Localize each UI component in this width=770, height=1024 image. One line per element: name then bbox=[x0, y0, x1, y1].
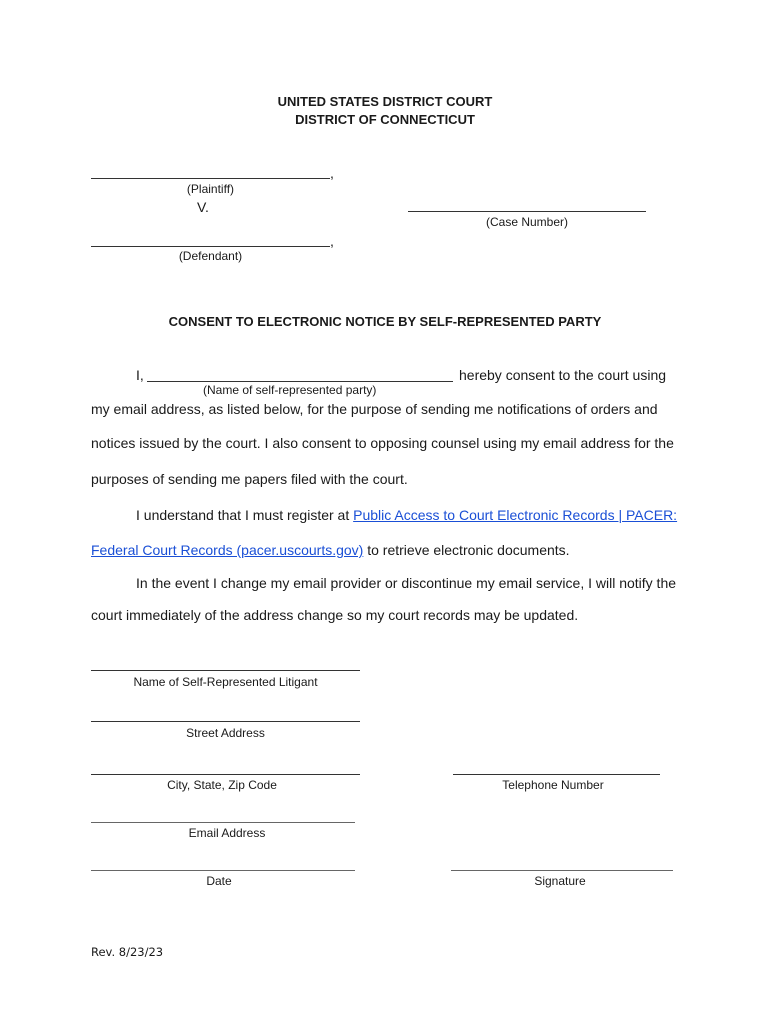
consent-after-blank: hereby consent to the court using bbox=[459, 367, 667, 383]
pacer-link-continued[interactable]: Federal Court Records (pacer.uscourts.gov) bbox=[91, 542, 364, 558]
court-name: UNITED STATES DISTRICT COURT bbox=[277, 94, 493, 109]
consent-line-3: notices issued by the court. I also consent to opposing counsel using my email address for the bbox=[91, 435, 674, 451]
district-name: DISTRICT OF CONNECTICUT bbox=[295, 112, 475, 127]
case-number-field[interactable] bbox=[408, 211, 646, 212]
defendant-comma: , bbox=[330, 233, 334, 249]
notify-line-2: court immediately of the address change so my court records may be updated. bbox=[91, 607, 579, 623]
street-address-field[interactable] bbox=[91, 721, 360, 722]
litigant-name-label: Name of Self-Represented Litigant bbox=[133, 675, 318, 689]
date-label: Date bbox=[206, 874, 232, 888]
pacer-link[interactable]: Public Access to Court Electronic Records | PACER: bbox=[353, 507, 678, 523]
notify-line-1: In the event I change my email provider or discontinue my email service, I will notify the bbox=[136, 575, 677, 591]
plaintiff-comma: , bbox=[330, 165, 334, 181]
versus-label: V. bbox=[197, 199, 209, 215]
revision-date: Rev. 8/23/23 bbox=[91, 945, 164, 959]
consent-line-4: purposes of sending me papers filed with the court. bbox=[91, 471, 408, 487]
consent-intro: I, bbox=[136, 367, 144, 383]
telephone-field[interactable] bbox=[453, 774, 660, 775]
pacer-paragraph-line-2 bbox=[91, 542, 570, 558]
city-state-zip-field[interactable] bbox=[91, 774, 360, 775]
form-title: CONSENT TO ELECTRONIC NOTICE BY SELF-REPRESENTED PARTY bbox=[168, 314, 602, 329]
telephone-label: Telephone Number bbox=[502, 778, 604, 792]
pacer-intro: I understand that I must register at bbox=[136, 507, 350, 523]
party-name-hint: (Name of self-represented party) bbox=[203, 383, 377, 397]
city-state-zip-label: City, State, Zip Code bbox=[167, 778, 277, 792]
plaintiff-field[interactable] bbox=[91, 178, 330, 179]
email-label: Email Address bbox=[188, 826, 266, 840]
date-field[interactable] bbox=[91, 870, 355, 871]
plaintiff-label: (Plaintiff) bbox=[186, 182, 235, 196]
litigant-name-field[interactable] bbox=[91, 670, 360, 671]
party-name-field[interactable] bbox=[147, 381, 453, 382]
signature-field[interactable] bbox=[451, 870, 673, 871]
street-address-label: Street Address bbox=[186, 726, 265, 740]
pacer-paragraph-line-1 bbox=[136, 507, 677, 523]
consent-line-2: my email address, as listed below, for the purpose of sending me notifications of orders and bbox=[91, 401, 658, 417]
pacer-outro: to retrieve electronic documents. bbox=[367, 542, 570, 558]
defendant-label: (Defendant) bbox=[178, 249, 243, 263]
signature-label: Signature bbox=[534, 874, 586, 888]
defendant-field[interactable] bbox=[91, 246, 330, 247]
case-number-label: (Case Number) bbox=[485, 215, 569, 229]
email-field[interactable] bbox=[91, 822, 355, 823]
